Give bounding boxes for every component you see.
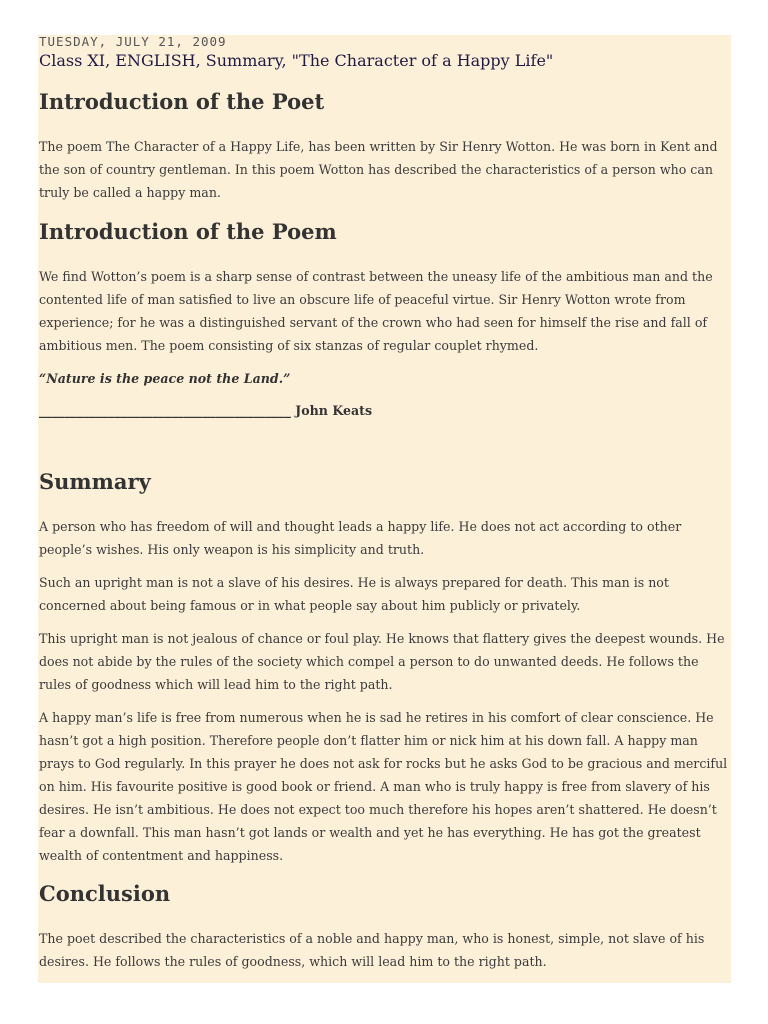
conclusion-paragraph: The poet described the characteristics of a noble and happy man, who is honest, simple, not slave of his desires. He follows the rules of goodness, which will lead him to the right path. [39, 931, 705, 969]
summary-paragraph-4: A happy man’s life is free from numerous when he is sad he retires in his comfort of clear conscience. He hasn’t got a high position. Therefore people don’t flatter him or nick him at his down fall. A happy man prays to God regularly. In this prayer he does not ask for rocks but he asks God to be gracious and merciful on him. His favourite positive is good book or friend. A man who is truly happy is free from slavery of his desires. He isn’t ambitious. He does not expect too much therefore his hopes aren’t shattered. He doesn’t fear a downfall. This man hasn’t got lands or wealth and yet he has everything. He has got the greatest wealth of contentment and happiness. [39, 710, 728, 863]
paragraph-intro-poet: The poem The Character of a Happy Life, has been written by Sir Henry Wotton. He was born in Kent and the son of country gentleman. In this poem Wotton has described the characteristics of a person who can truly be called a happy man. [39, 139, 718, 200]
summary-paragraph-1: A person who has freedom of will and thought leads a happy life. He does not act according to other people’s wishes. His only weapon is his simplicity and truth. [39, 519, 682, 557]
blog-post [38, 35, 731, 983]
post-title[interactable]: Class XI, ENGLISH, Summary, "The Character of a Happy Life" [39, 51, 554, 70]
poem-quote: “Nature is the peace not the Land.” [39, 371, 291, 386]
heading-conclusion: Conclusion [39, 881, 171, 906]
quote-attribution: ________________________________________ John Keats [39, 403, 373, 418]
post-date: TUESDAY, JULY 21, 2009 [39, 34, 227, 49]
summary-paragraph-2: Such an upright man is not a slave of his desires. He is always prepared for death. This man is not concerned about being famous or in what people say about him publicly or privately. [39, 575, 669, 613]
heading-intro-poet: Introduction of the Poet [39, 89, 325, 114]
heading-summary: Summary [39, 469, 151, 494]
paragraph-intro-poem: We find Wotton’s poem is a sharp sense of contrast between the uneasy life of the ambitious man and the contented life of man satisfied to live an obscure life of peaceful virtue. Sir Henry Wotton wrote from experience; for he was a distinguished servant of the crown who had seen for himself the rise and fall of ambitious men. The poem consisting of six stanzas of regular couplet rhymed. [39, 269, 713, 353]
heading-intro-poem: Introduction of the Poem [39, 219, 337, 244]
summary-paragraph-3: This upright man is not jealous of chance or foul play. He knows that flattery gives the deepest wounds. He does not abide by the rules of the society which compel a person to do unwanted deeds. He follows the rules of goodness which will lead him to the right path. [39, 631, 725, 692]
